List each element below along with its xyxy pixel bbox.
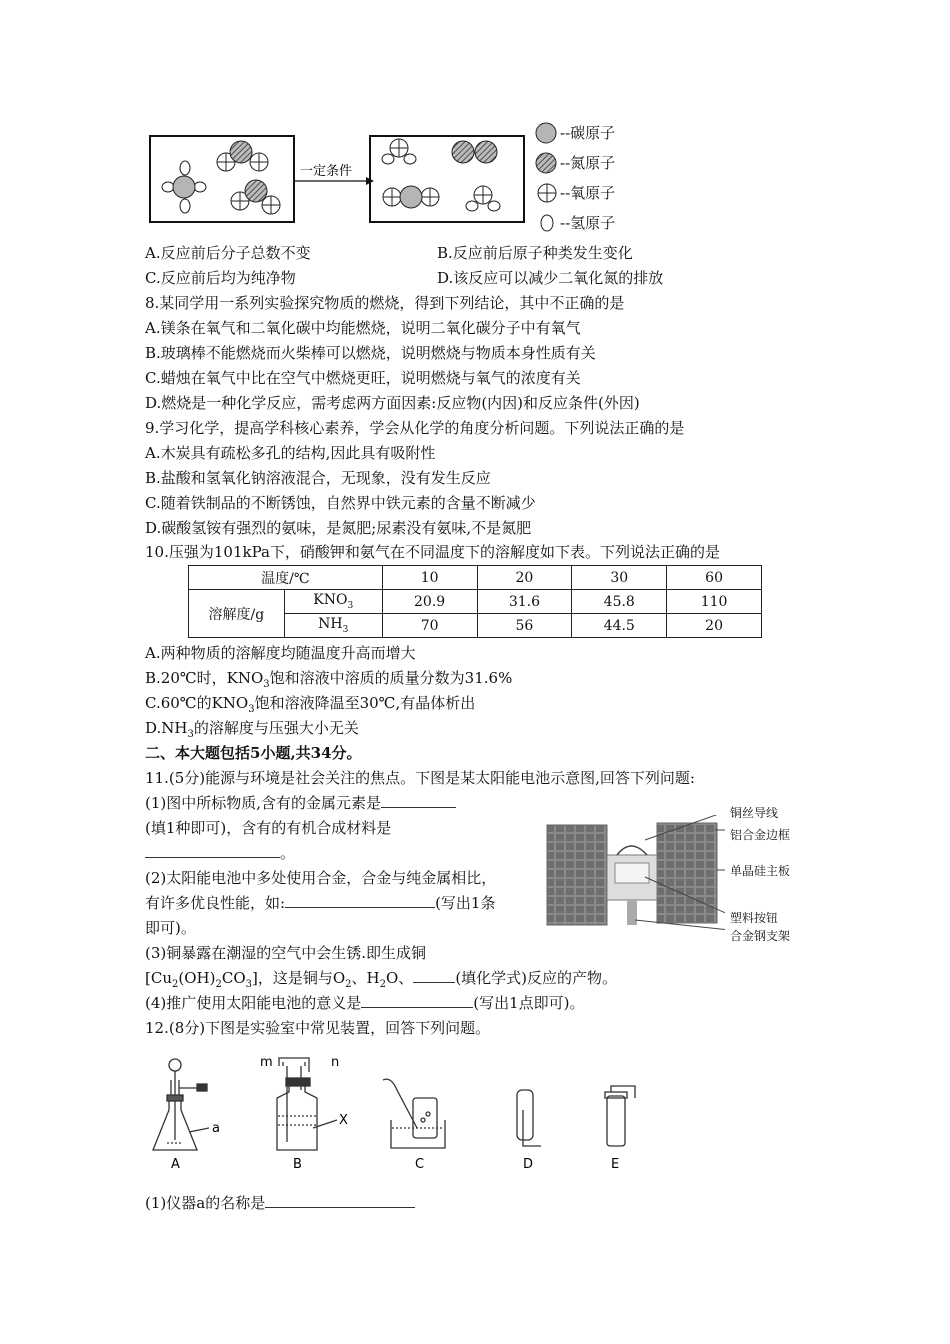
arrow-label: 一定条件 [300, 164, 353, 179]
q11-part2-line2: 有许多优良性能，如: (写出1条 [145, 894, 496, 912]
legend-hydrogen: --氢原子 [560, 214, 616, 232]
label-b: B [293, 1157, 302, 1172]
q9-option-b: B.盐酸和氢氧化钠溶液混合，无现象，没有发生反应 [145, 469, 491, 487]
substance-nh3: $NH_3$ [284, 614, 382, 638]
q11-part1-line2: (填1种即可)，含有的有机合成材料是 [145, 819, 392, 837]
label-copper-wire: 铜丝导线 [730, 806, 779, 820]
methane-molecule [162, 161, 206, 213]
apparatus-a [153, 1059, 209, 1150]
water-molecule [382, 139, 416, 164]
legend-nitrogen-icon [534, 151, 558, 175]
q11-part1-line1: (1)图中所标物质,含有的金属元素是 [145, 793, 456, 813]
table-cell: 45.8 [572, 590, 667, 614]
mark-n: n [331, 1055, 340, 1070]
table-cell: 44.5 [572, 614, 667, 638]
q9-option-c: C.随着铁制品的不断锈蚀，自然界中铁元素的含量不断减少 [145, 494, 536, 512]
mark-m: m [260, 1055, 273, 1070]
apparatus-figure [145, 1050, 645, 1175]
q11-stem: 11.(5分)能源与环境是社会关注的焦点。下图是某太阳能电池示意图,回答下列问题: [145, 769, 695, 787]
q7-option-c: C.反应前后均为纯净物 [145, 269, 296, 287]
label-silicon-board: 单晶硅主板 [730, 864, 791, 878]
label-aluminum-frame: 铝合金边框 [730, 828, 791, 842]
q12-stem: 12.(8分)下图是实验室中常见装置，回答下列问题。 [145, 1019, 491, 1037]
apparatus-e [605, 1086, 635, 1146]
label-plastic-button: 塑料按钮 [730, 911, 779, 925]
q9-option-a: A.木炭具有疏松多孔的结构,因此具有吸附性 [145, 444, 436, 462]
solubility-header: 溶解度/g [189, 590, 285, 638]
table-cell: 20 [667, 614, 762, 638]
solubility-table [188, 565, 762, 638]
no2-molecule [217, 141, 268, 171]
answer-blank[interactable] [145, 843, 280, 858]
answer-blank[interactable] [413, 968, 455, 983]
table-cell: 56 [477, 614, 572, 638]
answer-blank[interactable] [381, 793, 456, 808]
n2-molecule [452, 141, 497, 163]
legend-carbon-icon [534, 121, 558, 145]
q10-option-b: B.20℃时，$KNO_3$饱和溶液中溶质的质量分数为31.6% [145, 669, 513, 690]
answer-blank[interactable] [285, 893, 435, 908]
temp-cell: 20 [477, 566, 572, 590]
legend-carbon: --碳原子 [560, 124, 616, 142]
mark-x: X [339, 1113, 348, 1128]
q10-option-a: A.两种物质的溶解度均随温度升高而增大 [145, 644, 416, 662]
q7-option-d: D.该反应可以减少二氧化氮的排放 [437, 269, 664, 287]
q11-part3-line2: $[Cu_2(OH)_2CO_3]$，这是铜与$O_2$、$H_2O$、 (填化学式)反应的产物。 [145, 969, 618, 990]
no2-molecule [231, 180, 280, 214]
temp-cell: 60 [667, 566, 762, 590]
substance-kno3: $KNO_3$ [284, 590, 382, 614]
q7-option-a: A.反应前后分子总数不变 [145, 244, 311, 262]
q8-option-b: B.玻璃棒不能燃烧而火柴棒可以燃烧，说明燃烧与物质本身性质有关 [145, 344, 596, 362]
legend-oxygen: --氧原子 [560, 184, 616, 202]
q8-option-a: A.镁条在氧气和二氧化碳中均能燃烧，说明二氧化碳分子中有氧气 [145, 319, 581, 337]
q11-part2-line3: 即可)。 [145, 919, 196, 937]
table-cell: 20.9 [382, 590, 477, 614]
legend-nitrogen: --氮原子 [560, 154, 616, 172]
legend-hydrogen-icon [538, 212, 556, 234]
apparatus-c [383, 1079, 445, 1148]
mark-a: a [212, 1121, 220, 1136]
solar-panel-figure [545, 815, 725, 930]
apparatus-d [517, 1090, 541, 1146]
table-cell: 31.6 [477, 590, 572, 614]
q8-option-d: D.燃烧是一种化学反应，需考虑两方面因素:反应物(内因)和反应条件(外因) [145, 394, 640, 412]
table-cell: 70 [382, 614, 477, 638]
temp-cell: 10 [382, 566, 477, 590]
q9-stem: 9.学习化学，提高学科核心素养，学会从化学的角度分析问题。下列说法正确的是 [145, 419, 685, 437]
q11-part4: (4)推广使用太阳能电池的意义是 (写出1点即可)。 [145, 994, 585, 1012]
label-e: E [611, 1157, 620, 1172]
answer-blank[interactable] [265, 1193, 415, 1208]
q11-part1-line3: 。 [145, 843, 295, 863]
legend-oxygen-icon [536, 182, 558, 204]
temp-header: 温度/℃ [189, 566, 383, 590]
temp-cell: 30 [572, 566, 667, 590]
water-molecule [466, 186, 500, 211]
co2-molecule [383, 186, 439, 208]
label-steel-bracket: 合金钢支架 [730, 929, 791, 943]
q10-stem: 10.压强为101kPa下，硝酸钾和氨气在不同温度下的溶解度如下表。下列说法正确的是 [145, 543, 720, 561]
q9-option-d: D.碳酸氢铵有强烈的氨味，是氮肥;尿素没有氨味,不是氮肥 [145, 519, 532, 537]
q8-option-c: C.蜡烛在氧气中比在空气中燃烧更旺，说明燃烧与氧气的浓度有关 [145, 369, 581, 387]
answer-blank[interactable] [361, 993, 473, 1008]
label-c: C [415, 1157, 425, 1172]
q11-part2-line1: (2)太阳能电池中多处使用合金，合金与纯金属相比， [145, 869, 497, 887]
apparatus-b [277, 1058, 337, 1150]
label-d: D [523, 1157, 534, 1172]
q10-option-c: C.60℃的$KNO_3$饱和溶液降温至30℃,有晶体析出 [145, 694, 476, 715]
q8-stem: 8.某同学用一系列实验探究物质的燃烧，得到下列结论，其中不正确的是 [145, 294, 625, 312]
q7-option-b: B.反应前后原子种类发生变化 [437, 244, 633, 262]
q12-part1: (1)仪器a的名称是 [145, 1193, 415, 1213]
q10-option-d: $D.NH_3$的溶解度与压强大小无关 [145, 719, 359, 740]
label-a: A [171, 1157, 180, 1172]
reaction-diagram [148, 130, 528, 230]
table-cell: 110 [667, 590, 762, 614]
q11-part3-line1: (3)铜暴露在潮湿的空气中会生锈.即生成铜 [145, 944, 427, 962]
section-heading: 二、本大题包括5小题,共34分。 [145, 744, 362, 762]
